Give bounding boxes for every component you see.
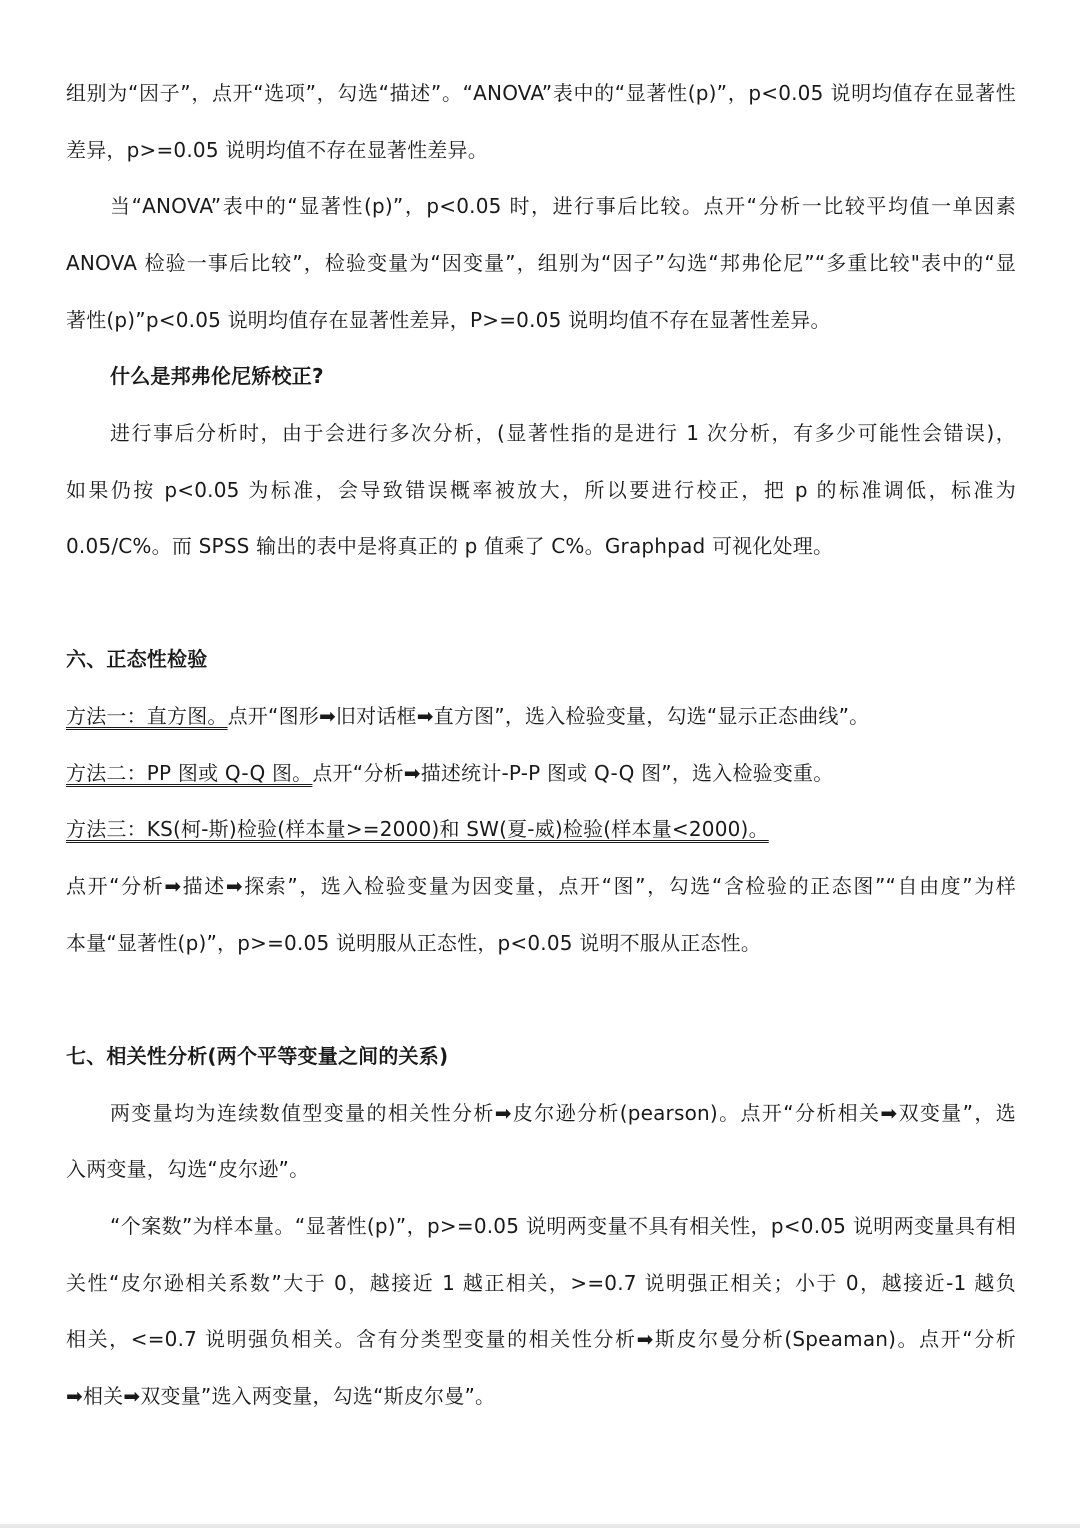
method-one-text: 点开“图形➡旧对话框➡直方图”，选入检验变量，勾选“显示正态曲线”。 <box>227 704 870 728</box>
paragraph-line: 进行事后分析时，由于会进行多次分析，(显著性指的是进行 1 次分析，有多少可能性会错误)， <box>110 421 1016 445</box>
paragraph-line: 两变量均为连续数值型变量的相关性分析➡皮尔逊分析(pearson)。点开“分析相关➡双变量”，选 <box>110 1101 1016 1125</box>
section-heading-normality: 六、正态性检验 <box>66 647 208 671</box>
paragraph-line: 著性(p)”p<0.05 说明均值存在显著性差异，P>=0.05 说明均值不存在显著性差异。 <box>66 308 831 332</box>
method-one <box>66 702 869 730</box>
page-bottom-edge <box>0 1524 1080 1528</box>
paragraph-line: ➡相关➡双变量”选入两变量，勾选“斯皮尔曼”。 <box>66 1384 496 1408</box>
paragraph-line: 0.05/C%。而 SPSS 输出的表中是将真正的 p 值乘了 C%。Graphpad 可视化处理。 <box>66 534 834 558</box>
section-heading-correlation: 七、相关性分析(两个平等变量之间的关系) <box>66 1044 449 1068</box>
paragraph-line: 当“ANOVA”表中的“显著性(p)”，p<0.05 时，进行事后比较。点开“分析一比较平均值一单因素 <box>110 194 1016 218</box>
paragraph-line: 差异，p>=0.05 说明均值不存在显著性差异。 <box>66 138 488 162</box>
method-one-title: 方法一：直方图。 <box>66 704 228 728</box>
paragraph-line: 组别为“因子”，点开“选项”，勾选“描述”。“ANOVA”表中的“显著性(p)”，p<0.05 说明均值存在显著性 <box>66 81 1016 105</box>
paragraph-line: 点开“分析➡描述➡探索”，选入检验变量为因变量，点开“图”，勾选“含检验的正态图”“自由度”为样 <box>66 874 1016 898</box>
method-three-title: 方法三：KS(柯-斯)检验(样本量>=2000)和 SW(夏-威)检验(样本量<2000)。 <box>66 817 769 841</box>
paragraph-line: ANOVA 检验一事后比较”，检验变量为“因变量”，组别为“因子”勾选“邦弗伦尼”“多重比较"表中的“显 <box>66 251 1016 275</box>
paragraph-line: 关性“皮尔逊相关系数”大于 0，越接近 1 越正相关，>=0.7 说明强正相关；小于 0，越接近-1 越负 <box>66 1271 1016 1295</box>
question-heading: 什么是邦弗伦尼矫校正? <box>110 364 324 388</box>
method-two <box>66 759 833 787</box>
paragraph-line: “个案数”为样本量。“显著性(p)”，p>=0.05 说明两变量不具有相关性，p<0.05 说明两变量具有相 <box>110 1214 1016 1238</box>
paragraph-line: 如果仍按 p<0.05 为标准，会导致错误概率被放大，所以要进行校正，把 p 的标准调低，标准为 <box>66 478 1016 502</box>
method-two-text: 点开“分析➡描述统计-P-P 图或 Q-Q 图”，选入检验变重。 <box>312 761 834 785</box>
method-three <box>66 815 769 843</box>
paragraph-line: 本量“显著性(p)”，p>=0.05 说明服从正态性，p<0.05 说明不服从正态性。 <box>66 931 762 955</box>
method-two-title: 方法二：PP 图或 Q-Q 图。 <box>66 761 313 785</box>
paragraph-line: 入两变量，勾选“皮尔逊”。 <box>66 1157 310 1181</box>
paragraph-line: 相关，<=0.7 说明强负相关。含有分类型变量的相关性分析➡斯皮尔曼分析(Speaman)。点开“分析 <box>66 1327 1016 1351</box>
